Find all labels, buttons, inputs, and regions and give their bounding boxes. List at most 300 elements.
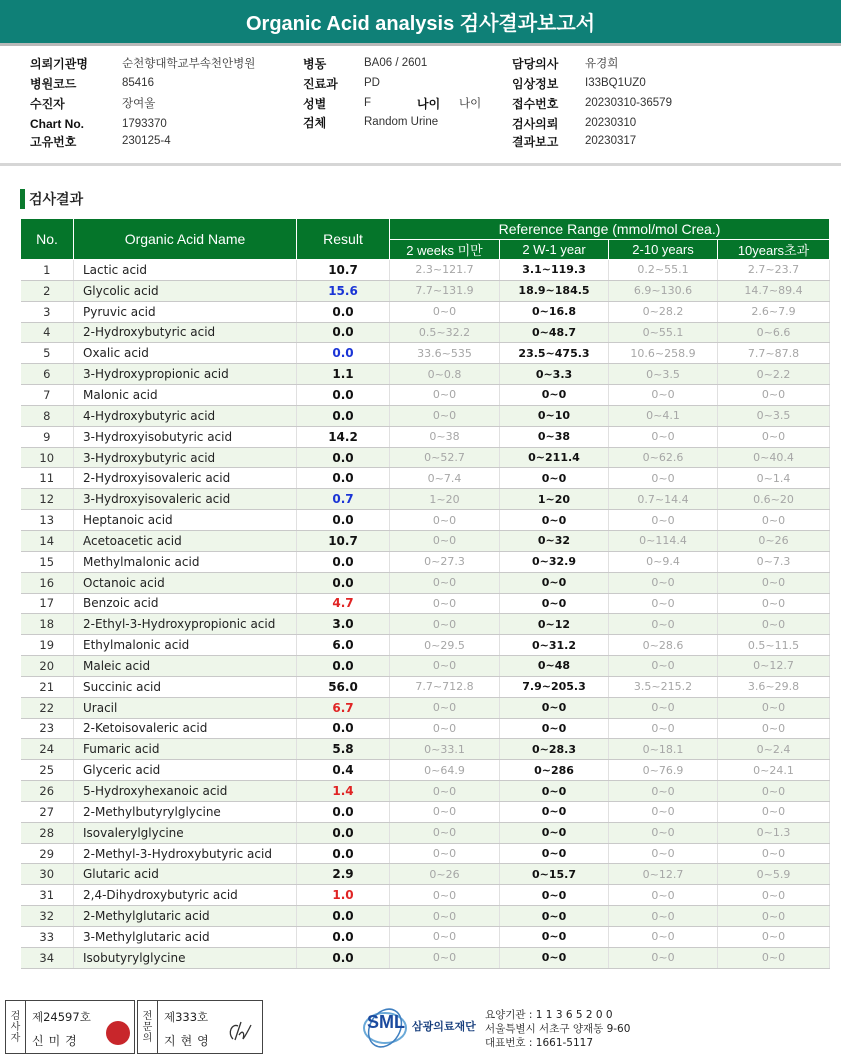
address-line: 서울특별시 서초구 양재동 9-60 xyxy=(485,1023,631,1035)
table-row xyxy=(21,947,830,968)
ref-2-10y: 0~0 xyxy=(609,781,718,802)
ref-under-2-weeks: 0~7.4 xyxy=(390,468,500,489)
ref-under-2-weeks: 0~0 xyxy=(390,885,500,906)
ref-over-10y: 0~0 xyxy=(718,885,830,906)
acid-name: Fumaric acid xyxy=(74,739,297,760)
ref-2-10y: 0~0 xyxy=(609,510,718,531)
result-value: 0.0 xyxy=(297,468,390,489)
ref-over-10y: 2.6~7.9 xyxy=(718,301,830,322)
ref-2-10y: 0.2~55.1 xyxy=(609,260,718,281)
ref-2-10y: 0~0 xyxy=(609,906,718,927)
result-value: 6.0 xyxy=(297,635,390,656)
acid-name: 2-Hydroxybutyric acid xyxy=(74,322,297,343)
row-number: 17 xyxy=(21,593,74,614)
ref-2-10y: 0~0 xyxy=(609,426,718,447)
row-number: 23 xyxy=(21,718,74,739)
ref-under-2-weeks: 0.5~32.2 xyxy=(390,322,500,343)
table-row xyxy=(21,843,830,864)
ref-2w-1y: 0~0 xyxy=(500,593,609,614)
unique-no-value: 230125-4 xyxy=(122,135,171,147)
table-row xyxy=(21,385,830,406)
doctor-value: 유경희 xyxy=(585,58,619,70)
table-row xyxy=(21,322,830,343)
row-number: 10 xyxy=(21,447,74,468)
row-number: 29 xyxy=(21,843,74,864)
table-row xyxy=(21,530,830,551)
result-value: 0.0 xyxy=(297,551,390,572)
acid-name: Isobutyrylglycine xyxy=(74,947,297,968)
result-value: 14.2 xyxy=(297,426,390,447)
report-title: Organic Acid analysis 검사결과보고서 xyxy=(0,0,841,46)
ref-2-10y: 10.6~258.9 xyxy=(609,343,718,364)
ref-under-2-weeks: 0~0 xyxy=(390,801,500,822)
receipt-no-label: 접수번호 xyxy=(512,96,559,111)
table-row xyxy=(21,301,830,322)
ref-over-10y: 0~0 xyxy=(718,593,830,614)
ref-2w-1y: 0~0 xyxy=(500,843,609,864)
result-value: 0.0 xyxy=(297,947,390,968)
acid-name: Isovalerylglycine xyxy=(74,822,297,843)
ref-2w-1y: 0~16.8 xyxy=(500,301,609,322)
department-label: 진료과 xyxy=(303,76,338,91)
result-value: 0.0 xyxy=(297,822,390,843)
table-row xyxy=(21,822,830,843)
ref-2w-1y: 7.9~205.3 xyxy=(500,676,609,697)
ref-over-10y: 0~6.6 xyxy=(718,322,830,343)
ref-2-10y: 0~0 xyxy=(609,468,718,489)
ref-2-10y: 0~0 xyxy=(609,385,718,406)
ref-over-10y: 0~24.1 xyxy=(718,760,830,781)
acid-name: 3-Hydroxyisovaleric acid xyxy=(74,489,297,510)
confirmer-license-number: 제333호 xyxy=(164,1010,209,1024)
acid-name: Glycolic acid xyxy=(74,280,297,301)
tester-signature-box xyxy=(5,1000,135,1054)
ref-over-10y: 0~1.4 xyxy=(718,468,830,489)
sml-logo-text: SML xyxy=(367,1012,405,1032)
acid-name: 5-Hydroxyhexanoic acid xyxy=(74,781,297,802)
row-number: 15 xyxy=(21,551,74,572)
ref-under-2-weeks: 1~20 xyxy=(390,489,500,510)
ref-under-2-weeks: 0~0 xyxy=(390,572,500,593)
confirmer-name: 지현영 xyxy=(164,1034,214,1048)
table-row xyxy=(21,280,830,301)
header-name: Organic Acid Name xyxy=(74,219,297,260)
age-value: 나이 xyxy=(459,98,482,110)
ref-over-10y: 0~0 xyxy=(718,718,830,739)
row-number: 34 xyxy=(21,947,74,968)
specimen-value: Random Urine xyxy=(364,116,439,128)
result-value: 2.9 xyxy=(297,864,390,885)
result-value: 6.7 xyxy=(297,697,390,718)
acid-name: Benzoic acid xyxy=(74,593,297,614)
clinical-info-row xyxy=(512,74,646,92)
ref-under-2-weeks: 0~0 xyxy=(390,822,500,843)
result-value: 0.0 xyxy=(297,656,390,677)
ref-2-10y: 6.9~130.6 xyxy=(609,280,718,301)
acid-name: Uracil xyxy=(74,697,297,718)
table-row xyxy=(21,697,830,718)
ref-under-2-weeks: 0~0 xyxy=(390,947,500,968)
ref-2w-1y: 0~0 xyxy=(500,572,609,593)
table-row xyxy=(21,781,830,802)
ref-2-10y: 0~0 xyxy=(609,947,718,968)
hospital-code-label: 병원코드 xyxy=(30,76,77,91)
ref-over-10y: 0~0 xyxy=(718,385,830,406)
ref-2w-1y: 0~48.7 xyxy=(500,322,609,343)
table-row xyxy=(21,801,830,822)
table-row xyxy=(21,405,830,426)
ref-2w-1y: 0~0 xyxy=(500,947,609,968)
ref-over-10y: 3.6~29.8 xyxy=(718,676,830,697)
result-value: 0.0 xyxy=(297,843,390,864)
header-ref-under-2-weeks: 2 weeks 미만 xyxy=(390,240,500,260)
table-row xyxy=(21,635,830,656)
result-value: 56.0 xyxy=(297,676,390,697)
acid-name: Acetoacetic acid xyxy=(74,530,297,551)
result-value: 0.0 xyxy=(297,447,390,468)
result-value: 0.0 xyxy=(297,385,390,406)
table-row xyxy=(21,426,830,447)
row-number: 2 xyxy=(21,280,74,301)
ref-over-10y: 7.7~87.8 xyxy=(718,343,830,364)
table-row xyxy=(21,760,830,781)
confirmer-signature-box xyxy=(137,1000,263,1054)
table-row xyxy=(21,718,830,739)
ref-under-2-weeks: 0~0 xyxy=(390,718,500,739)
ref-2-10y: 0~0 xyxy=(609,572,718,593)
confirmer-vlabel-char: 의 xyxy=(142,1032,153,1044)
chart-no-row xyxy=(30,115,167,133)
table-row xyxy=(21,614,830,635)
ref-2-10y: 0~9.4 xyxy=(609,551,718,572)
table-row xyxy=(21,489,830,510)
patient-value: 장여울 xyxy=(122,98,156,110)
ref-2w-1y: 1~20 xyxy=(500,489,609,510)
acid-name: Pyruvic acid xyxy=(74,301,297,322)
acid-name: Oxalic acid xyxy=(74,343,297,364)
result-value: 0.0 xyxy=(297,405,390,426)
ref-2w-1y: 0~32.9 xyxy=(500,551,609,572)
result-value: 0.0 xyxy=(297,801,390,822)
result-value: 3.0 xyxy=(297,614,390,635)
ref-2-10y: 0~0 xyxy=(609,593,718,614)
tester-license-number: 제24597호 xyxy=(32,1010,91,1024)
ref-2w-1y: 0~10 xyxy=(500,405,609,426)
result-value: 0.0 xyxy=(297,572,390,593)
ref-2-10y: 0~0 xyxy=(609,656,718,677)
ref-under-2-weeks: 0~0 xyxy=(390,593,500,614)
ref-over-10y: 0~0 xyxy=(718,906,830,927)
result-value: 4.7 xyxy=(297,593,390,614)
row-number: 25 xyxy=(21,760,74,781)
ref-2w-1y: 0~0 xyxy=(500,781,609,802)
row-number: 20 xyxy=(21,656,74,677)
ref-over-10y: 0~0 xyxy=(718,801,830,822)
institution-label: 의뢰기관명 xyxy=(30,56,88,71)
row-number: 11 xyxy=(21,468,74,489)
table-row xyxy=(21,572,830,593)
ref-under-2-weeks: 0~38 xyxy=(390,426,500,447)
ref-under-2-weeks: 0~0 xyxy=(390,385,500,406)
report-date-label: 결과보고 xyxy=(512,134,559,149)
ref-under-2-weeks: 0~26 xyxy=(390,864,500,885)
acid-name: Glutaric acid xyxy=(74,864,297,885)
tester-vlabel-char: 자 xyxy=(10,1032,21,1044)
acid-name: Octanoic acid xyxy=(74,572,297,593)
specimen-label: 검체 xyxy=(303,115,327,130)
confirmer-vlabel-char: 전 xyxy=(142,1010,153,1022)
phone-line: 대표번호 : 1661-5117 xyxy=(485,1037,594,1049)
sex-label: 성별 xyxy=(303,96,327,111)
table-row xyxy=(21,260,830,281)
row-number: 5 xyxy=(21,343,74,364)
ref-under-2-weeks: 0~0 xyxy=(390,510,500,531)
specimen-row xyxy=(303,113,438,131)
clinical-info-value: I33BQ1UZ0 xyxy=(585,77,646,89)
acid-name: Malonic acid xyxy=(74,385,297,406)
table-row xyxy=(21,551,830,572)
row-number: 12 xyxy=(21,489,74,510)
result-value: 0.0 xyxy=(297,343,390,364)
row-number: 1 xyxy=(21,260,74,281)
row-number: 24 xyxy=(21,739,74,760)
table-row xyxy=(21,593,830,614)
ref-under-2-weeks: 0~33.1 xyxy=(390,739,500,760)
result-value: 1.4 xyxy=(297,781,390,802)
row-number: 33 xyxy=(21,927,74,948)
tester-name: 신미경 xyxy=(32,1034,82,1048)
result-value: 1.0 xyxy=(297,885,390,906)
acid-name: 2-Ethyl-3-Hydroxypropionic acid xyxy=(74,614,297,635)
ref-2w-1y: 23.5~475.3 xyxy=(500,343,609,364)
header-reference-range: Reference Range (mmol/mol Crea.) xyxy=(390,219,830,240)
unique-no-label: 고유번호 xyxy=(30,134,77,149)
ref-over-10y: 0~0 xyxy=(718,781,830,802)
acid-name: 2,4-Dihydroxybutyric acid xyxy=(74,885,297,906)
request-date-row xyxy=(512,114,636,132)
ref-over-10y: 0~7.3 xyxy=(718,551,830,572)
header-ref-2-10y: 2-10 years xyxy=(609,240,718,260)
patient-row xyxy=(30,94,155,112)
ref-under-2-weeks: 0~0 xyxy=(390,906,500,927)
patient-label: 수진자 xyxy=(30,96,65,111)
row-number: 22 xyxy=(21,697,74,718)
row-number: 7 xyxy=(21,385,74,406)
results-body xyxy=(21,260,830,969)
table-row xyxy=(21,656,830,677)
ref-2-10y: 0.7~14.4 xyxy=(609,489,718,510)
ref-under-2-weeks: 0~0 xyxy=(390,530,500,551)
ref-2-10y: 0~12.7 xyxy=(609,864,718,885)
table-row xyxy=(21,510,830,531)
ref-under-2-weeks: 0~29.5 xyxy=(390,635,500,656)
sex-row xyxy=(303,94,481,112)
result-value: 0.0 xyxy=(297,927,390,948)
acid-name: Maleic acid xyxy=(74,656,297,677)
ref-under-2-weeks: 0~52.7 xyxy=(390,447,500,468)
table-row xyxy=(21,906,830,927)
section-marker xyxy=(20,189,25,209)
department-value: PD xyxy=(364,77,380,89)
acid-name: 3-Methylglutaric acid xyxy=(74,927,297,948)
request-date-value: 20230310 xyxy=(585,117,637,129)
result-value: 10.7 xyxy=(297,260,390,281)
result-value: 0.0 xyxy=(297,718,390,739)
ref-2w-1y: 0~0 xyxy=(500,906,609,927)
header-ref-over-10y: 10years초과 xyxy=(718,240,830,260)
ref-2-10y: 0~28.6 xyxy=(609,635,718,656)
results-section-label: 검사결과 xyxy=(29,192,84,208)
ref-over-10y: 0~3.5 xyxy=(718,405,830,426)
row-number: 31 xyxy=(21,885,74,906)
confirmer-vlabel-char: 문 xyxy=(142,1021,153,1033)
ref-under-2-weeks: 0~0 xyxy=(390,656,500,677)
acid-name: 2-Ketoisovaleric acid xyxy=(74,718,297,739)
ref-under-2-weeks: 0~0.8 xyxy=(390,364,500,385)
row-number: 14 xyxy=(21,530,74,551)
results-table xyxy=(20,218,830,969)
ref-under-2-weeks: 0~0 xyxy=(390,405,500,426)
ref-2-10y: 0~0 xyxy=(609,927,718,948)
request-date-label: 검사의뢰 xyxy=(512,116,559,131)
sex-value: F xyxy=(364,97,372,109)
ward-row xyxy=(303,54,427,72)
ref-2-10y: 0~55.1 xyxy=(609,322,718,343)
ref-over-10y: 0~0 xyxy=(718,572,830,593)
ref-under-2-weeks: 0~27.3 xyxy=(390,551,500,572)
result-value: 1.1 xyxy=(297,364,390,385)
ref-2-10y: 0~0 xyxy=(609,718,718,739)
ref-over-10y: 0.5~11.5 xyxy=(718,635,830,656)
ref-under-2-weeks: 0~0 xyxy=(390,781,500,802)
ref-2-10y: 0~0 xyxy=(609,822,718,843)
ref-2w-1y: 0~0 xyxy=(500,468,609,489)
ref-over-10y: 0~5.9 xyxy=(718,864,830,885)
confirmer-vertical-label xyxy=(138,1001,158,1053)
header-ref-2w-1y: 2 W-1 year xyxy=(500,240,609,260)
unique-no-row xyxy=(30,132,171,150)
ref-under-2-weeks: 0~0 xyxy=(390,697,500,718)
ref-2w-1y: 0~0 xyxy=(500,510,609,531)
age-label: 나이 xyxy=(417,96,441,111)
institution-row xyxy=(30,54,255,72)
department-row xyxy=(303,74,380,92)
ref-under-2-weeks: 0~0 xyxy=(390,927,500,948)
ref-2-10y: 3.5~215.2 xyxy=(609,676,718,697)
ref-2-10y: 0~18.1 xyxy=(609,739,718,760)
acid-name: 2-Hydroxyisovaleric acid xyxy=(74,468,297,489)
ward-label: 병동 xyxy=(303,56,327,71)
ref-2-10y: 0~0 xyxy=(609,614,718,635)
report-footer xyxy=(5,998,836,1058)
acid-name: 2-Methylbutyrylglycine xyxy=(74,801,297,822)
ref-2w-1y: 0~211.4 xyxy=(500,447,609,468)
clinical-info-label: 임상정보 xyxy=(512,76,559,91)
row-number: 32 xyxy=(21,906,74,927)
ref-over-10y: 0~0 xyxy=(718,927,830,948)
acid-name: Heptanoic acid xyxy=(74,510,297,531)
result-value: 0.0 xyxy=(297,322,390,343)
result-value: 0.0 xyxy=(297,906,390,927)
acid-name: Methylmalonic acid xyxy=(74,551,297,572)
ref-under-2-weeks: 0~64.9 xyxy=(390,760,500,781)
ref-2w-1y: 0~0 xyxy=(500,801,609,822)
report-date-value: 20230317 xyxy=(585,135,637,147)
doctor-label: 담당의사 xyxy=(512,56,559,71)
ref-2-10y: 0~0 xyxy=(609,801,718,822)
result-value: 0.7 xyxy=(297,489,390,510)
ref-2w-1y: 0~28.3 xyxy=(500,739,609,760)
ref-over-10y: 2.7~23.7 xyxy=(718,260,830,281)
row-number: 28 xyxy=(21,822,74,843)
acid-name: 3-Hydroxyisobutyric acid xyxy=(74,426,297,447)
ref-over-10y: 0~26 xyxy=(718,530,830,551)
chart-no-label: Chart No. xyxy=(30,117,84,131)
ref-2w-1y: 0~15.7 xyxy=(500,864,609,885)
row-number: 18 xyxy=(21,614,74,635)
row-number: 9 xyxy=(21,426,74,447)
acid-name: 3-Hydroxybutyric acid xyxy=(74,447,297,468)
ref-2w-1y: 0~0 xyxy=(500,718,609,739)
ref-2w-1y: 0~38 xyxy=(500,426,609,447)
ref-2w-1y: 0~0 xyxy=(500,697,609,718)
row-number: 26 xyxy=(21,781,74,802)
ref-over-10y: 0~0 xyxy=(718,510,830,531)
tester-vertical-label xyxy=(6,1001,26,1053)
row-number: 21 xyxy=(21,676,74,697)
header-result: Result xyxy=(297,219,390,260)
acid-name: 2-Methylglutaric acid xyxy=(74,906,297,927)
acid-name: 4-Hydroxybutyric acid xyxy=(74,405,297,426)
ref-2-10y: 0~62.6 xyxy=(609,447,718,468)
chart-no-value: 1793370 xyxy=(122,118,167,130)
ref-over-10y: 0~0 xyxy=(718,697,830,718)
ref-2-10y: 0~28.2 xyxy=(609,301,718,322)
ref-2w-1y: 18.9~184.5 xyxy=(500,280,609,301)
table-row xyxy=(21,364,830,385)
result-value: 15.6 xyxy=(297,280,390,301)
header-no: No. xyxy=(21,219,74,260)
ref-2w-1y: 0~0 xyxy=(500,885,609,906)
ref-2-10y: 0~114.4 xyxy=(609,530,718,551)
row-number: 16 xyxy=(21,572,74,593)
ref-2w-1y: 0~286 xyxy=(500,760,609,781)
ref-2w-1y: 0~0 xyxy=(500,927,609,948)
ref-2w-1y: 3.1~119.3 xyxy=(500,260,609,281)
ref-2w-1y: 0~0 xyxy=(500,385,609,406)
section-divider xyxy=(0,163,841,166)
row-number: 8 xyxy=(21,405,74,426)
ref-over-10y: 0~0 xyxy=(718,426,830,447)
ref-under-2-weeks: 0~0 xyxy=(390,301,500,322)
result-value: 0.0 xyxy=(297,301,390,322)
ref-2-10y: 0~3.5 xyxy=(609,364,718,385)
report-date-row xyxy=(512,132,636,150)
handwritten-signature-icon xyxy=(224,1017,254,1047)
results-section-title xyxy=(20,188,83,210)
ref-over-10y: 0.6~20 xyxy=(718,489,830,510)
receipt-no-row xyxy=(512,94,672,112)
table-row xyxy=(21,739,830,760)
ref-under-2-weeks: 7.7~712.8 xyxy=(390,676,500,697)
ref-under-2-weeks: 33.6~535 xyxy=(390,343,500,364)
table-row xyxy=(21,927,830,948)
tester-vlabel-char: 사 xyxy=(10,1021,21,1033)
patient-info xyxy=(30,54,820,154)
row-number: 27 xyxy=(21,801,74,822)
table-row xyxy=(21,447,830,468)
ref-under-2-weeks: 0~0 xyxy=(390,614,500,635)
